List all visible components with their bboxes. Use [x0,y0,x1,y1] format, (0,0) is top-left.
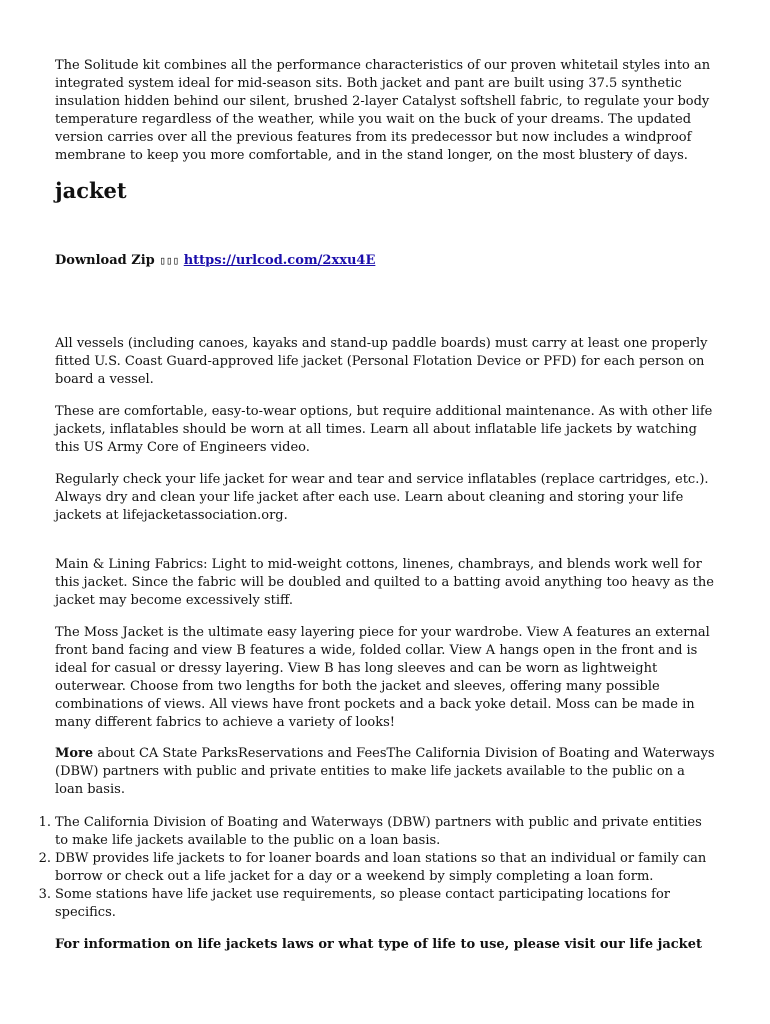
paragraph-maintenance: Regularly check your life jacket for wear and tear and service inflatables (replace cartridges, etc.). Always dry and clean your life jacket after each use. Learn about cleaning and storing your life jackets at lifejacketassociation.org. [55,472,709,523]
paragraph-moss-jacket: The Moss Jacket is the ultimate easy layering piece for your wardrobe. View A features an external front band facing and view B features a wide, folded collar. View A hangs open in the front and is ideal for casual or dressy layering. View B has long sleeves and can be worn as lightweight outerwear. Choose from two lengths for both the jacket and sleeves, offering many possible combinations of views. All views have front pockets and a back yoke detail. Moss can be made in many different fabrics to achieve a variety of looks! [55,625,710,730]
paragraph-more [55,745,715,799]
download-line [55,252,715,270]
list-number: 2. [38,851,51,866]
list-item [38,850,715,886]
footer-bold-text: For information on life jackets laws or what type of life to use, please visit our life jacket [55,937,702,952]
download-glyphs: ▯▯▯ [159,254,180,267]
list-text: DBW provides life jackets to for loaner boards and loan stations so that an individual or family can borrow or check out a life jacket for a day or a weekend by simply completing a loan form. [55,851,707,884]
list-text: The California Division of Boating and Waterways (DBW) partners with public and private entities to make life jackets available to the public on a loan basis. [55,815,702,848]
list-text: Some stations have life jacket use requirements, so please contact participating locations for specifics. [55,887,671,920]
download-label: Download Zip [55,253,155,268]
list-item [38,886,715,922]
list-number: 3. [38,887,51,902]
intro-paragraph: The Solitude kit combines all the performance characteristics of our proven whitetail styles into an integrated system ideal for mid-season sits. Both jacket and pant are built using 37.5 synthetic insulation hidden behind our silent, brushed 2-layer Catalyst softshell fabric, to regulate your body temperature regardless of the weather, while you wait on the buck of your dreams. The updated version carries over all the previous features from its predecessor but now includes a windproof membrane to keep you more comfortable, and in the stand longer, on the most blustery of days. [55,58,711,163]
paragraph-fabrics: Main & Lining Fabrics: Light to mid-weight cottons, linenes, chambrays, and blends work well for this jacket. Since the fabric will be doubled and quilted to a batting avoid anything too heavy as the jacket may become excessively stiff. [55,557,714,608]
list-item [38,814,715,850]
more-bold: More [55,746,94,761]
footer-bold-line [55,936,715,954]
paragraph-inflatables: These are comfortable, easy-to-wear options, but require additional maintenance. As with other life jackets, inflatables should be worn at all times. Learn all about inflatable life jackets by watching this US Army Core of Engineers video. [55,404,713,455]
more-text: about CA State ParksReservations and FeesThe California Division of Boating and Waterways (DBW) partners with public and private entities to make life jackets available to the public on a loan basis. [55,746,715,797]
section-heading: jacket [55,178,127,203]
download-link[interactable]: https://urlcod.com/2xxu4E [183,253,376,268]
loan-list [38,814,715,922]
list-number: 1. [38,815,51,830]
paragraph-vessels: All vessels (including canoes, kayaks and stand-up paddle boards) must carry at least one properly fitted U.S. Coast Guard-approved life jacket (Personal Flotation Device or PFD) for each person on board a vessel. [55,336,708,387]
